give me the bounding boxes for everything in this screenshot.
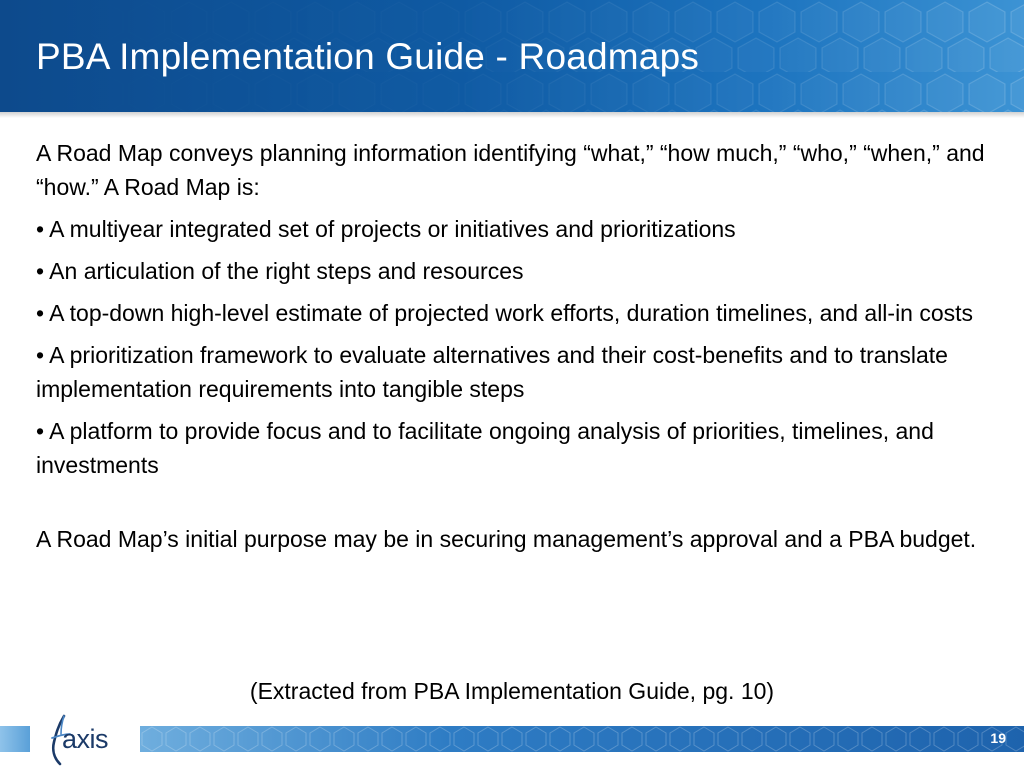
citation-text: (Extracted from PBA Implementation Guide, pg. 10)	[249, 678, 775, 704]
footer-band	[140, 726, 1024, 752]
bullet-item: • A multiyear integrated set of projects or initiatives and prioritizations	[36, 216, 736, 242]
slide-header	[0, 0, 1024, 112]
closing-paragraph: A Road Map’s initial purpose may be in securing management’s approval and a PBA budget.	[36, 526, 977, 552]
bullet-item: • A platform to provide focus and to facilitate ongoing analysis of priorities, timelines, and investments	[36, 418, 934, 478]
logo-wordmark: axis	[62, 724, 109, 754]
footer-hexagon-pattern	[140, 726, 1024, 752]
slide-title: PBA Implementation Guide - Roadmaps	[36, 36, 700, 77]
footer-left-band	[0, 726, 30, 752]
bullet-item: • An articulation of the right steps and resources	[36, 258, 524, 284]
slide-body	[36, 136, 986, 556]
header-shadow	[0, 112, 1024, 118]
bullet-item: • A prioritization framework to evaluate alternatives and their cost-benefits and to translate implementation requirements into tangible steps	[36, 342, 948, 402]
bullet-item: • A top-down high-level estimate of projected work efforts, duration timelines, and all-in costs	[36, 300, 974, 326]
intro-paragraph: A Road Map conveys planning information identifying “what,” “how much,” “who,” “when,” and “how.” A Road Map is:	[36, 140, 985, 200]
page-number: 19	[990, 730, 1006, 746]
